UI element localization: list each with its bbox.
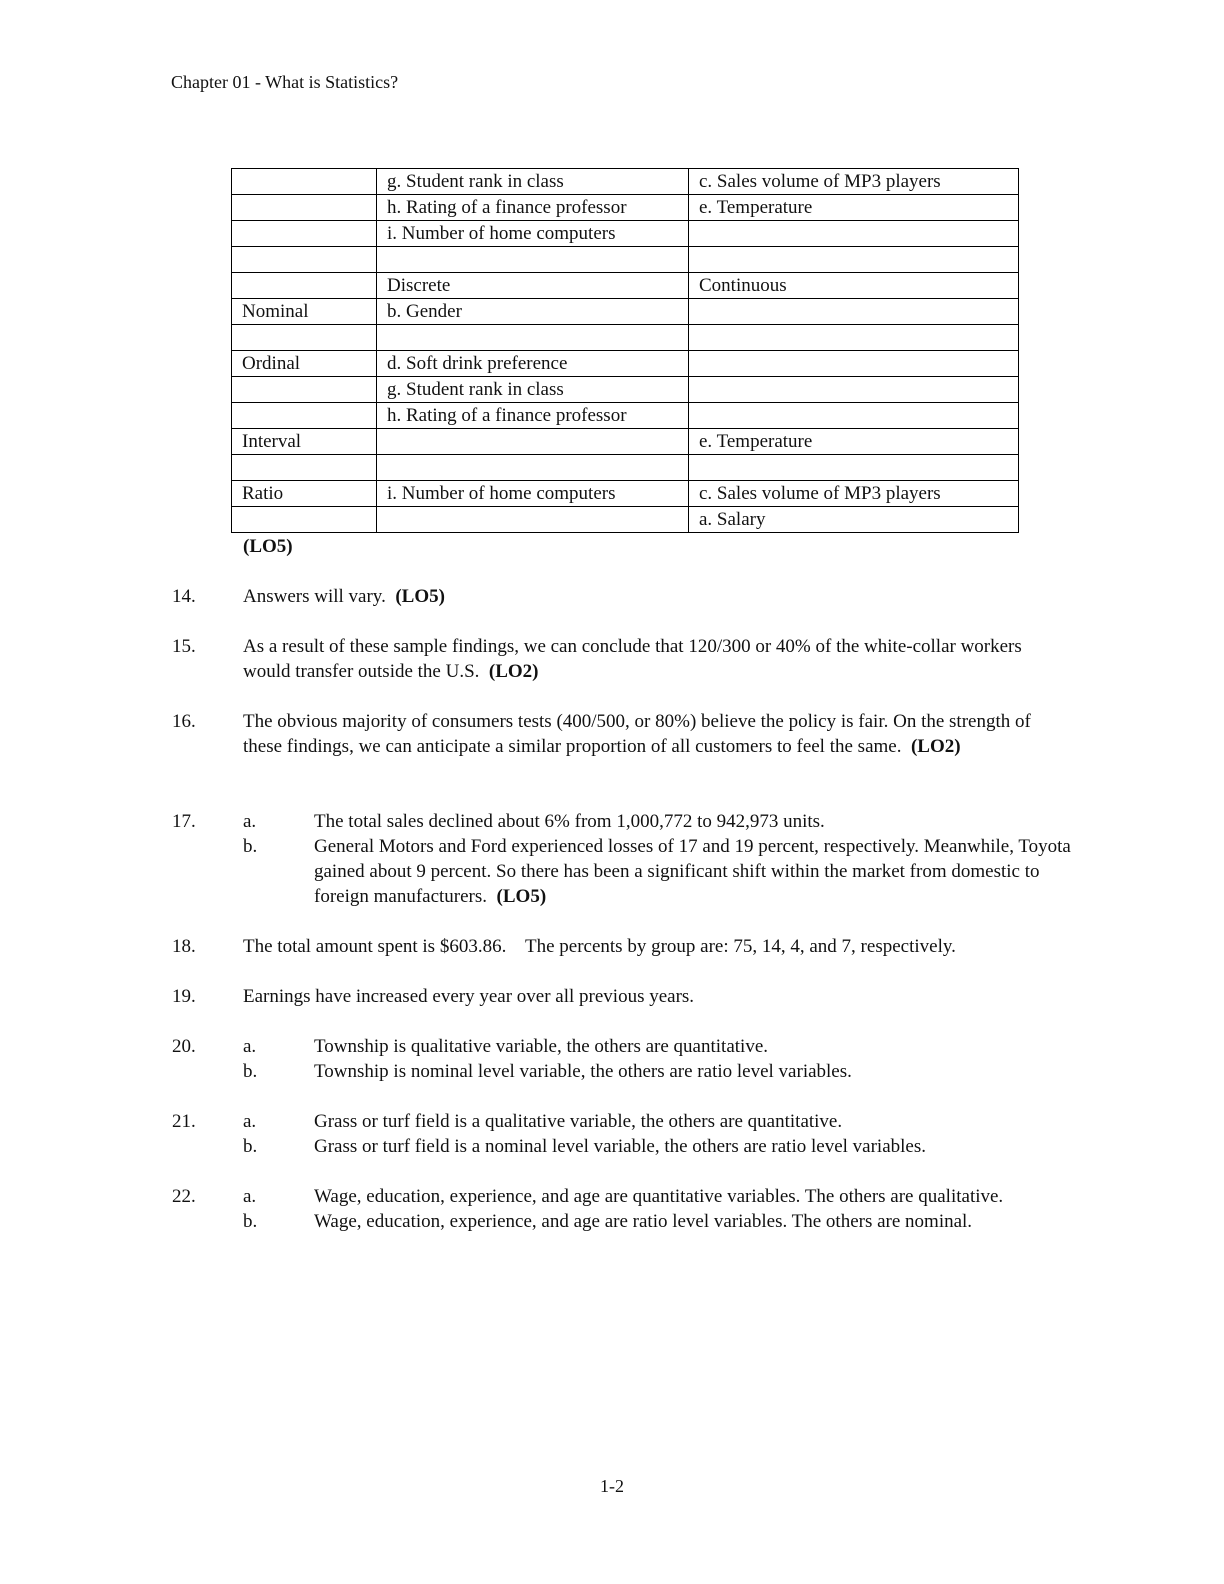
lo-tag: (LO5) (395, 586, 445, 607)
answer-part-a (172, 1109, 1072, 1134)
part-text: Wage, education, experience, and age are quantitative variables. The others are qualitative. (314, 1186, 1004, 1207)
part-letter: a. (243, 1036, 257, 1057)
table-cell (689, 299, 1019, 325)
table-cell (232, 273, 377, 299)
part-letter: b. (243, 836, 258, 857)
table-row (232, 169, 1019, 195)
answer-number: 22. (172, 1186, 196, 1207)
part-text: Wage, education, experience, and age are ratio level variables. The others are nominal. (314, 1211, 973, 1232)
part-text: The total sales declined about 6% from 1,000,772 to 942,973 units. (314, 811, 825, 832)
table-cell (232, 221, 377, 247)
table-row (232, 377, 1019, 403)
table-cell (689, 377, 1019, 403)
table-cell: c. Sales volume of MP3 players (689, 169, 1019, 195)
table-row (232, 247, 1019, 273)
table-cell: g. Student rank in class (377, 169, 689, 195)
table-cell (232, 455, 377, 481)
answer-number: 16. (172, 711, 196, 732)
answer-text: As a result of these sample findings, we can conclude that 120/300 or 40% of the white-collar workers would transfer outside the U.S. (243, 636, 1022, 682)
table-row (232, 221, 1019, 247)
table-cell: Ordinal (232, 351, 377, 377)
answer-part-b (172, 1209, 1072, 1234)
part-text: Grass or turf field is a qualitative variable, the others are quantitative. (314, 1111, 843, 1132)
answer-number: 19. (172, 986, 196, 1007)
answer-part-a (172, 1184, 1072, 1209)
table-cell: e. Temperature (689, 429, 1019, 455)
answer-22 (172, 1184, 1072, 1234)
table-row (232, 195, 1019, 221)
table-cell (232, 325, 377, 351)
table-cell (377, 455, 689, 481)
part-letter: b. (243, 1136, 258, 1157)
table-cell (232, 403, 377, 429)
part-text: General Motors and Ford experienced losses of 17 and 19 percent, respectively. Meanwhile, Toyota gained about 9 percent. So there has been a significant shift within the market from domestic to foreign manufacturers. (314, 836, 1071, 907)
answer-text-block (243, 584, 1073, 609)
table-row (232, 507, 1019, 533)
answer-number: 18. (172, 936, 196, 957)
answer-number: 17. (172, 811, 196, 832)
page-number: 1-2 (600, 1476, 624, 1496)
table-cell (689, 221, 1019, 247)
answer-number: 20. (172, 1036, 196, 1057)
answer-20 (172, 1034, 1072, 1084)
table-cell (232, 169, 377, 195)
table-cell (689, 247, 1019, 273)
answer-text: The total amount spent is $603.86. The percents by group are: 75, 14, 4, and 7, respectively. (243, 936, 956, 957)
answer-part-a (172, 1034, 1072, 1059)
lo-tag: (LO5) (496, 886, 547, 907)
table-row (232, 299, 1019, 325)
table-cell: i. Number of home computers (377, 481, 689, 507)
table-cell (232, 377, 377, 403)
part-letter: a. (243, 1111, 257, 1132)
part-letter: b. (243, 1061, 258, 1082)
answer-number: 21. (172, 1111, 196, 1132)
table-cell: i. Number of home computers (377, 221, 689, 247)
table-cell: h. Rating of a finance professor (377, 195, 689, 221)
part-text: Grass or turf field is a nominal level variable, the others are ratio level variables. (314, 1136, 926, 1157)
answer-21 (172, 1109, 1072, 1159)
table-cell (232, 195, 377, 221)
table-cell (377, 429, 689, 455)
table-cell (689, 455, 1019, 481)
table-cell (377, 325, 689, 351)
table-row (232, 429, 1019, 455)
part-text: Township is nominal level variable, the others are ratio level variables. (314, 1061, 852, 1082)
table-cell (232, 507, 377, 533)
answer-part-b (172, 1059, 1072, 1084)
table-row (232, 351, 1019, 377)
table-cell (377, 507, 689, 533)
table-cell: c. Sales volume of MP3 players (689, 481, 1019, 507)
table-cell: e. Temperature (689, 195, 1019, 221)
lo-tag: (LO2) (910, 736, 961, 757)
table-row (232, 325, 1019, 351)
table-cell: d. Soft drink preference (377, 351, 689, 377)
answer-17 (172, 809, 1072, 909)
measurement-level-table (231, 168, 1019, 533)
table-cell: Continuous (689, 273, 1019, 299)
table-cell: Interval (232, 429, 377, 455)
part-text: Township is qualitative variable, the others are quantitative. (314, 1036, 769, 1057)
table-lo-tag: (LO5) (243, 536, 293, 557)
table-row (232, 455, 1019, 481)
table-cell: a. Salary (689, 507, 1019, 533)
table-row (232, 403, 1019, 429)
page-header: Chapter 01 - What is Statistics? (171, 72, 399, 92)
lo-tag: (LO2) (488, 661, 539, 682)
table-cell: Discrete (377, 273, 689, 299)
part-letter: a. (243, 811, 257, 832)
answer-text: Answers will vary. (243, 586, 386, 607)
part-text-block (314, 834, 1074, 909)
table-cell (689, 351, 1019, 377)
table-cell (232, 247, 377, 273)
answer-text: The obvious majority of consumers tests (400/500, or 80%) believe the policy is fair. On the strength of these findings, we can anticipate a similar proportion of all customers to feel the same. (243, 711, 1031, 757)
answer-text: Earnings have increased every year over all previous years. (243, 986, 695, 1007)
table-cell: h. Rating of a finance professor (377, 403, 689, 429)
table-cell: Nominal (232, 299, 377, 325)
answer-part-b (172, 834, 1072, 909)
table-cell: b. Gender (377, 299, 689, 325)
part-letter: a. (243, 1186, 257, 1207)
table-cell: Ratio (232, 481, 377, 507)
answer-text-block (243, 634, 1073, 684)
answer-number: 15. (172, 636, 196, 657)
table-cell (377, 247, 689, 273)
answer-part-b (172, 1134, 1072, 1159)
answer-text-block (243, 709, 1073, 759)
table-cell (689, 403, 1019, 429)
answer-number: 14. (172, 586, 196, 607)
table-row (232, 481, 1019, 507)
table-cell: g. Student rank in class (377, 377, 689, 403)
table-cell (689, 325, 1019, 351)
table-row (232, 273, 1019, 299)
answer-part-a (172, 809, 1072, 834)
part-letter: b. (243, 1211, 258, 1232)
